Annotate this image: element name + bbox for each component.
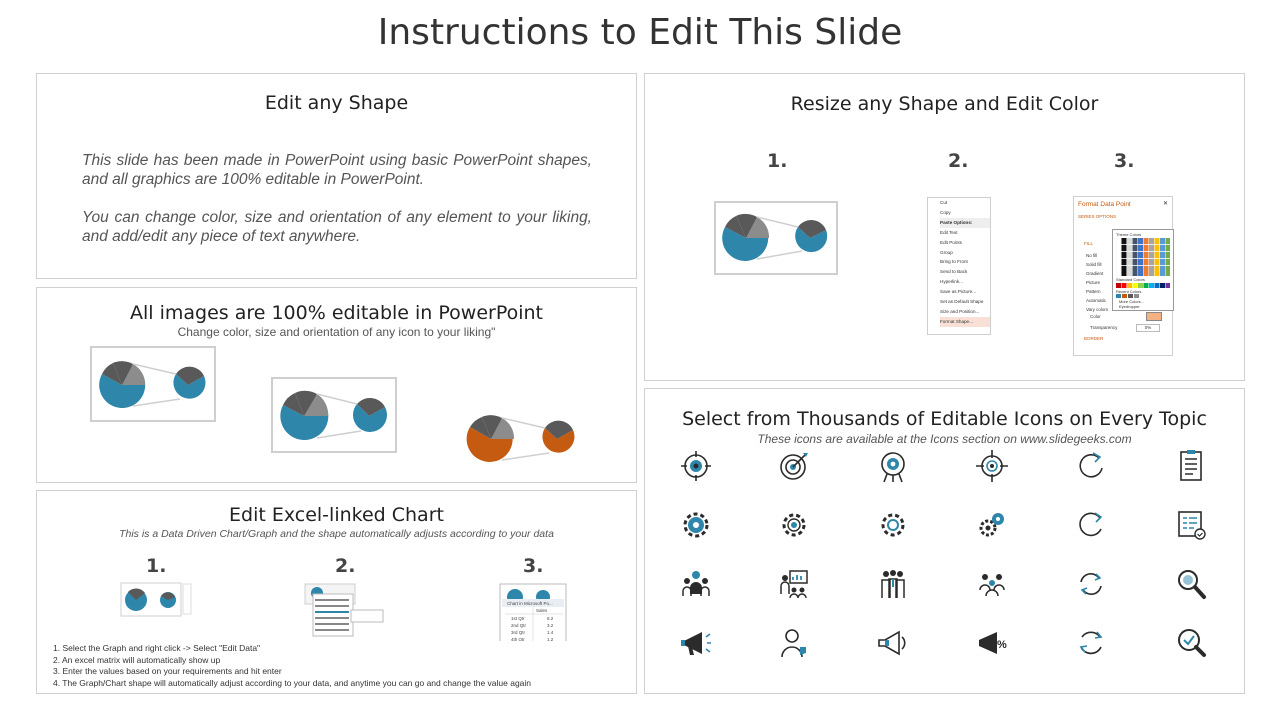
svg-text:%: % — [997, 639, 1007, 651]
excel-title: Edit Excel-linked Chart — [229, 504, 444, 526]
target-icon[interactable] — [678, 448, 714, 484]
resize-step-number-1: 1. — [767, 150, 788, 172]
menu-item-save-picture[interactable]: Save as Picture... — [940, 289, 977, 295]
percent-megaphone-icon[interactable] — [974, 625, 1010, 661]
fill-option-vary[interactable]: Vary colors — [1086, 307, 1109, 312]
excel-instruction-4: 4. The Graph/Chart shape will automatically adjust according to your data, and anytime you can go and change the value again — [53, 677, 532, 688]
images-panel — [36, 287, 637, 483]
excel-step-number-3: 3. — [523, 555, 544, 577]
fill-option-automatic[interactable]: Automatic — [1086, 298, 1107, 303]
pie-orange — [467, 415, 575, 462]
theme-color-swatches[interactable] — [1116, 238, 1170, 276]
resize-title: Resize any Shape and Edit Color — [790, 93, 1099, 115]
excel-instruction-2: 2. An excel matrix will automatically show up — [53, 654, 221, 665]
gear-icon[interactable] — [678, 507, 714, 543]
magnifier-icon[interactable] — [1173, 566, 1209, 602]
menu-item-edit-points[interactable]: Edit Points — [940, 239, 962, 245]
fill-label[interactable]: FILL — [1084, 241, 1094, 246]
megaphone-icon[interactable] — [678, 625, 714, 661]
dart-target-icon[interactable] — [776, 448, 812, 484]
rotate-arrow-icon[interactable] — [1073, 507, 1109, 543]
format-pane-title: Format Data Point — [1078, 201, 1131, 208]
close-icon[interactable]: ✕ — [1162, 201, 1168, 207]
edit-shape-panel — [36, 73, 637, 279]
menu-item-group[interactable]: Group — [940, 249, 953, 255]
presentation-icon[interactable] — [776, 566, 812, 602]
excel-panel — [36, 490, 637, 694]
standard-color-swatches[interactable] — [1116, 283, 1170, 288]
fill-option-picture[interactable]: Picture — [1086, 280, 1101, 285]
menu-item-paste[interactable]: Paste Options: — [940, 218, 990, 228]
series-options-label[interactable]: SERIES OPTIONS — [1078, 214, 1117, 219]
pie-shapes-illustration[interactable] — [37, 288, 637, 483]
menu-item-format-shape[interactable]: Format Shape... — [940, 317, 990, 327]
sheet-header-sales: Sales — [536, 608, 548, 613]
excel-steps-illustration — [37, 491, 637, 641]
pie-blue-1 — [99, 361, 205, 408]
team-icon[interactable] — [678, 566, 714, 602]
excel-instructions — [53, 643, 531, 689]
refresh-arrow-icon[interactable] — [1073, 448, 1109, 484]
menu-item-cut[interactable]: Cut — [940, 200, 948, 205]
menu-item-size-position[interactable]: Size and Position... — [940, 308, 980, 314]
group-meeting-icon[interactable] — [974, 566, 1010, 602]
color-palette[interactable] — [1112, 229, 1174, 311]
task-list-icon[interactable] — [1173, 507, 1209, 543]
menu-item-default-shape[interactable]: Set as Default Shape — [940, 299, 984, 305]
sheet-row-1-label: 1st Qtr — [511, 616, 525, 621]
pie-blue-2 — [280, 391, 387, 440]
more-colors-option[interactable]: More Colors... — [1119, 299, 1145, 304]
sheet-row-2-label: 2nd Qtr — [511, 623, 527, 628]
edit-shape-title: Edit any Shape — [264, 92, 409, 114]
fill-options[interactable] — [1086, 251, 1108, 314]
menu-item-copy[interactable]: Copy — [940, 209, 951, 215]
transparency-input[interactable]: 0% — [1136, 324, 1160, 332]
excel-instruction-1: 1. Select the Graph and right click -> Select "Edit Data" — [53, 643, 261, 653]
icons-panel — [644, 388, 1245, 694]
color-label: Color — [1090, 314, 1101, 319]
resize-step-number-2: 2. — [948, 150, 969, 172]
search-check-icon[interactable] — [1173, 625, 1209, 661]
excel-step-number-2: 2. — [335, 555, 356, 577]
icons-subtitle: These icons are available at the Icons section on www.slidegeeks.com — [757, 432, 1132, 446]
color-picker-button[interactable] — [1146, 312, 1162, 321]
sheet-row-1-value: 8.2 — [547, 616, 554, 621]
eyedropper-option[interactable]: Eyedropper — [1119, 304, 1140, 309]
recent-color-swatches[interactable] — [1116, 294, 1146, 298]
crosshair-icon[interactable] — [974, 448, 1010, 484]
page-title: Instructions to Edit This Slide — [377, 12, 903, 53]
excel-instruction-3: 3. Enter the values based on your requirements and hit enter — [53, 666, 282, 676]
resize-pie-illustration[interactable] — [713, 200, 839, 278]
cog-target-icon[interactable] — [776, 507, 812, 543]
gear-settings-icon[interactable] — [875, 507, 911, 543]
fill-option-gradient[interactable]: Gradient — [1086, 271, 1104, 276]
cycle-arrows-icon[interactable] — [1073, 566, 1109, 602]
sheet-row-3-label: 3rd Qtr — [511, 630, 526, 635]
resize-panel — [644, 73, 1245, 381]
standard-colors-label: Standard Colors — [1116, 277, 1145, 282]
menu-item-hyperlink[interactable]: Hyperlink... — [940, 279, 963, 285]
edit-shape-para-1: This slide has been made in PowerPoint using basic PowerPoint shapes, and all graphics are 100% editable in PowerPoint. — [82, 152, 592, 188]
fill-option-no-fill[interactable]: No fill — [1086, 253, 1098, 258]
archery-target-icon[interactable] — [875, 448, 911, 484]
recent-colors-label: Recent Colors — [1116, 289, 1142, 294]
business-people-icon[interactable] — [875, 566, 911, 602]
resize-step-number-3: 3. — [1114, 150, 1135, 172]
icons-title: Select from Thousands of Editable Icons on Every Topic — [682, 408, 1207, 430]
menu-item-bring-front[interactable]: Bring to Front — [940, 259, 968, 265]
menu-item-send-back[interactable]: Send to Back — [940, 269, 968, 275]
images-title: All images are 100% editable in PowerPoint — [129, 302, 543, 324]
transparency-label: Transparency — [1090, 325, 1118, 330]
edit-shape-para-2: You can change color, size and orientation of any element to your liking, and add/edit any piece of text anywhere. — [82, 209, 592, 245]
checklist-icon[interactable] — [1173, 448, 1209, 484]
theme-colors-label: Theme Colors — [1116, 232, 1142, 237]
sheet-row-2-value: 3.2 — [547, 623, 554, 628]
sheet-row-3-value: 1.4 — [547, 630, 554, 635]
menu-item-edit-text[interactable]: Edit Text — [940, 229, 958, 235]
fill-option-pattern[interactable]: Pattern — [1086, 289, 1101, 294]
fill-option-solid[interactable]: Solid fill — [1086, 262, 1102, 267]
gears-icon[interactable] — [974, 507, 1010, 543]
user-support-icon[interactable] — [776, 625, 812, 661]
context-menu[interactable] — [927, 197, 991, 335]
images-subtitle: Change color, size and orientation of any icon to your liking" — [177, 325, 496, 339]
excel-subtitle: This is a Data Driven Chart/Graph and the shape automatically adjusts according to your data — [119, 528, 554, 540]
border-label[interactable]: BORDER — [1084, 336, 1104, 341]
format-data-point-pane[interactable] — [1073, 196, 1173, 356]
excel-step-number-1: 1. — [146, 555, 167, 577]
loudspeaker-icon[interactable] — [875, 625, 911, 661]
cycle-icon[interactable] — [1073, 625, 1109, 661]
sheet-row-4-value: 1.2 — [547, 637, 554, 641]
sheet-title: Chart in Microsoft Po... — [507, 601, 553, 606]
sheet-row-4-label: 4th Qtr — [511, 637, 525, 641]
